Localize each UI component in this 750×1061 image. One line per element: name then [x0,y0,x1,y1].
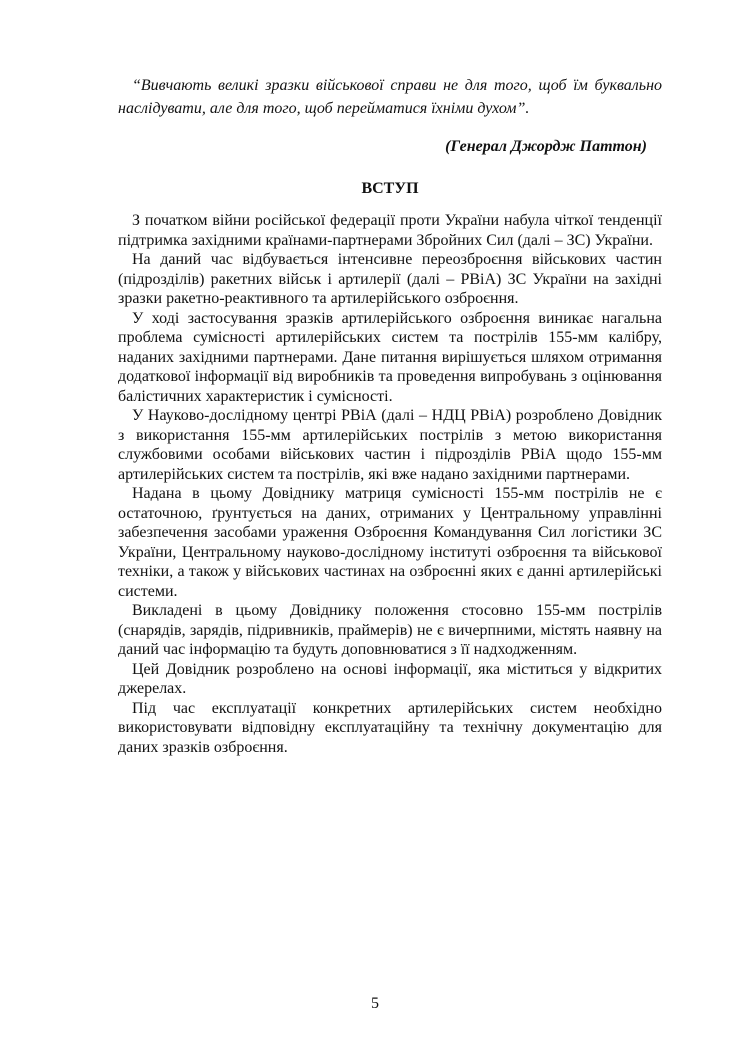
page-number: 5 [371,995,379,1012]
paragraph: У Науково-дослідному центрі РВіА (далі – НДЦ РВіА) розроблено Довідник з використання 155-мм артилерійських пострілів з метою використання службовими особами військових частин і підрозділів РВіА щодо 155-мм артилерійських систем та пострілів, які вже надано західними партнерами. [118,407,662,483]
section-body [118,211,662,757]
epigraph-author: (Генерал Джордж Паттон) [445,138,647,155]
paragraph: Надана в цьому Довіднику матриця сумісності 155-мм пострілів не є остаточною, ґрунтується на даних, отриманих у Центральному управлінні забезпечення засобами ураження Озброєння Командування Сил логістики ЗС України, Центральному науково-дослідному інституті озброєння та військової техніки, а також у військових частинах на озброєнні яких є данні артилерійські системи. [118,485,662,600]
paragraph: З початком війни російської федерації проти України набула чіткої тенденції підтримка західними країнами-партнерами Збройних Сил (далі – ЗС) України. [118,212,662,249]
paragraph: Під час експлуатації конкретних артилерійських систем необхідно використовувати відповідну експлуатаційну та технічну документацію для даних зразків озброєння. [118,699,662,756]
paragraph: Викладені в цьому Довіднику положення стосовно 155-мм пострілів (снарядів, зарядів, підривників, праймерів) не є вичерпними, містять наявну на даний час інформацію та будуть доповнюватися з її надходженням. [118,602,662,658]
paragraph: На даний час відбувається інтенсивне переозброєння військових частин (підрозділів) ракетних військ і артилерії (далі – РВіА) ЗС України на західні зразки ракетно-реактивного та артилерійського озброєння. [118,251,662,307]
section-title: ВСТУП [361,180,419,197]
paragraph: Цей Довідник розроблено на основі інформації, яка міститься у відкритих джерелах. [118,660,662,697]
paragraph: У ході застосування зразків артилерійського озброєння виникає нагальна проблема сумісності артилерійських систем та пострілів 155-мм калібру, наданих західними партнерами. Дане питання вирішується шляхом отримання додаткової інформації від виробників та проведення випробувань з оцінювання балістичних характеристик і сумісності. [118,309,662,405]
epigraph-quote: “Вивчають великі зразки військової справи не для того, щоб їм буквально наслідувати, але для того, щоб перейматися їхніми духом”. [118,77,662,117]
